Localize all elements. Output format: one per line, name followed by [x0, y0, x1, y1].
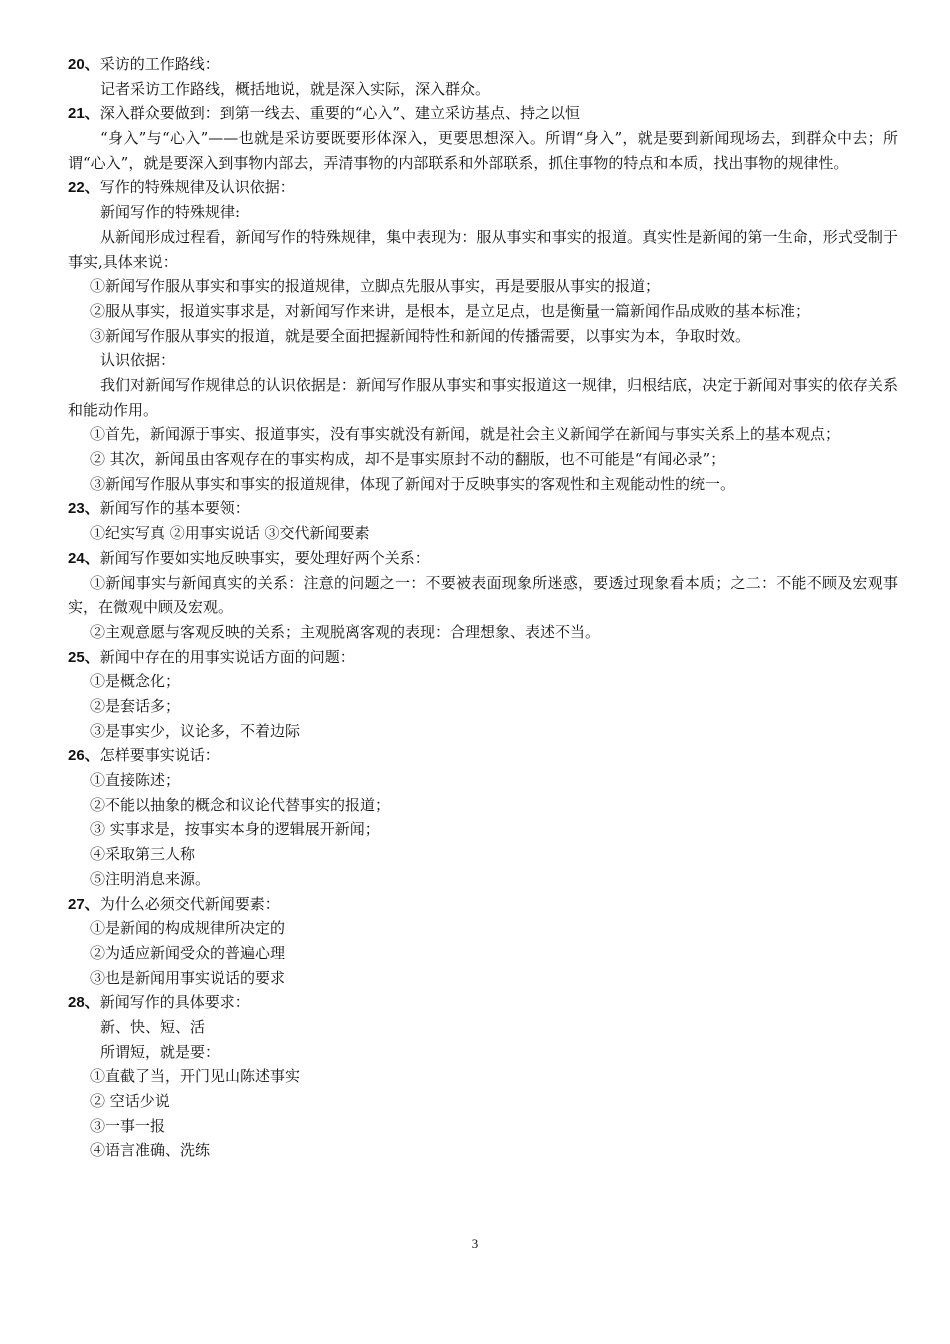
list-item: ④语言准确、洗练 [90, 1141, 211, 1160]
list-item: ② 空话少说 [90, 1092, 170, 1111]
paragraph-21: “身入”与“心入”——也就是采访要既要形体深入，更要思想深入。所谓“身入”，就是要到新闻现场去，到群众中去；所谓“心入”，就是要深入到事物内部去，弄清事物的内部联系和外部联系，抓住事物的特点和本质，找出事物的规律性。 [68, 129, 898, 172]
section-title: 写作的特殊规律及认识依据： [99, 178, 295, 197]
paragraph: 我们对新闻写作规律总的认识依据是：新闻写作服从事实和事实报道这一规律，归根结底，决定于新闻对事实的依存关系和能动作用。 [68, 376, 898, 419]
text-line: 新、快、短、活 [100, 1017, 206, 1036]
heading-21 [68, 101, 898, 126]
text-line: ①纪实写真 ②用事实说话 ③交代新闻要素 [90, 524, 370, 543]
list-item: ①新闻写作服从事实和事实的报道规律，立脚点先服从事实，再是要服从事实的报道； [90, 277, 661, 296]
heading-20 [68, 52, 898, 77]
section-title: 怎样要事实说话： [99, 746, 220, 765]
list-item: ③一事一报 [90, 1116, 166, 1135]
list-item: ①是新闻的构成规律所决定的 [90, 919, 286, 938]
heading-26 [68, 743, 898, 768]
heading-25 [68, 645, 898, 670]
page-number: 3 [471, 1236, 479, 1251]
list-item: ③新闻写作服从事实的报道，就是要全面把握新闻特性和新闻的传播需要，以事实为本，争取时效。 [90, 326, 751, 345]
section-number: 21、 [68, 105, 100, 123]
heading-24 [68, 546, 898, 571]
section-title: 采访的工作路线： [99, 55, 220, 73]
list-item: ②为适应新闻受众的普遍心理 [90, 943, 286, 962]
list-item: ② 其次，新闻虽由客观存在的事实构成，却不是事实原封不动的翻版，也不可能是“有闻必录”； [90, 450, 726, 469]
list-item: ⑤注明消息来源。 [90, 869, 211, 888]
list-item: ③新闻写作服从事实和事实的报道规律，体现了新闻对于反映事实的客观性和主观能动性的统一。 [90, 474, 736, 493]
paragraph: ①首先，新闻源于事实、报道事实，没有事实就没有新闻，就是社会主义新闻学在新闻与事实关系上的基本观点； [90, 425, 841, 444]
paragraph: ①新闻事实与新闻真实的关系：注意的问题之一：不要被表面现象所迷惑，要透过现象看本质；之二：不能不顾及宏观事实，在微观中顾及宏观。 [68, 573, 898, 617]
text-line: 记者采访工作路线，概括地说，就是深入实际，深入群众。 [100, 79, 491, 98]
list-item: ③也是新闻用事实说话的要求 [90, 968, 286, 987]
text-line: ②主观意愿与客观反映的关系；主观脱离客观的表现：合理想象、表述不当。 [90, 622, 601, 641]
paragraph: 从新闻形成过程看，新闻写作的特殊规律，集中表现为：服从事实和事实的报道。真实性是新闻的第一生命，形式受制于事实,具体来说： [68, 227, 898, 271]
list-item: ①直截了当，开门见山陈述事实 [90, 1067, 301, 1086]
list-item: ④采取第三人称 [90, 845, 196, 864]
list-item: ②是套话多； [90, 697, 181, 716]
heading-27 [68, 892, 898, 917]
section-title: 为什么必须交代新闻要素： [99, 894, 280, 913]
list-item: ②服从事实，报道实事求是，对新闻写作来讲，是根本，是立足点，也是衡量一篇新闻作品成败的基本标准； [90, 301, 811, 320]
section-number: 27、 [68, 895, 100, 913]
section-number: 23、 [68, 500, 100, 518]
subheading: 新闻写作的特殊规律: [100, 203, 241, 222]
section-title: 新闻写作的具体要求： [99, 993, 250, 1012]
section-number: 25、 [68, 648, 100, 666]
section-title: 新闻中存在的用事实说话方面的问题： [99, 647, 355, 666]
section-title: 深入群众要做到：到第一线去、重要的“心入”、建立采访基点、持之以恒 [99, 104, 581, 123]
section-number: 24、 [68, 549, 100, 567]
list-item: ①是概念化； [90, 672, 181, 691]
section-number: 22、 [68, 179, 100, 197]
section-title: 新闻写作的基本要领： [99, 499, 250, 518]
text-line: 所谓短，就是要： [100, 1042, 221, 1061]
section-number: 20、 [68, 56, 100, 73]
section-title: 新闻写作要如实地反映事实，要处理好两个关系： [99, 548, 430, 567]
list-item: ①直接陈述； [90, 771, 181, 790]
list-item: ③ 实事求是，按事实本身的逻辑展开新闻； [90, 820, 380, 839]
list-item: ③是事实少，议论多，不着边际 [90, 721, 301, 740]
section-number: 28、 [68, 994, 100, 1012]
list-item: ②不能以抽象的概念和议论代替事实的报道； [90, 795, 391, 814]
heading-28 [68, 990, 898, 1015]
heading-23 [68, 496, 898, 521]
section-number: 26、 [68, 747, 100, 765]
subheading: 认识依据： [100, 351, 176, 370]
document-body [68, 52, 898, 1163]
heading-22 [68, 175, 898, 200]
